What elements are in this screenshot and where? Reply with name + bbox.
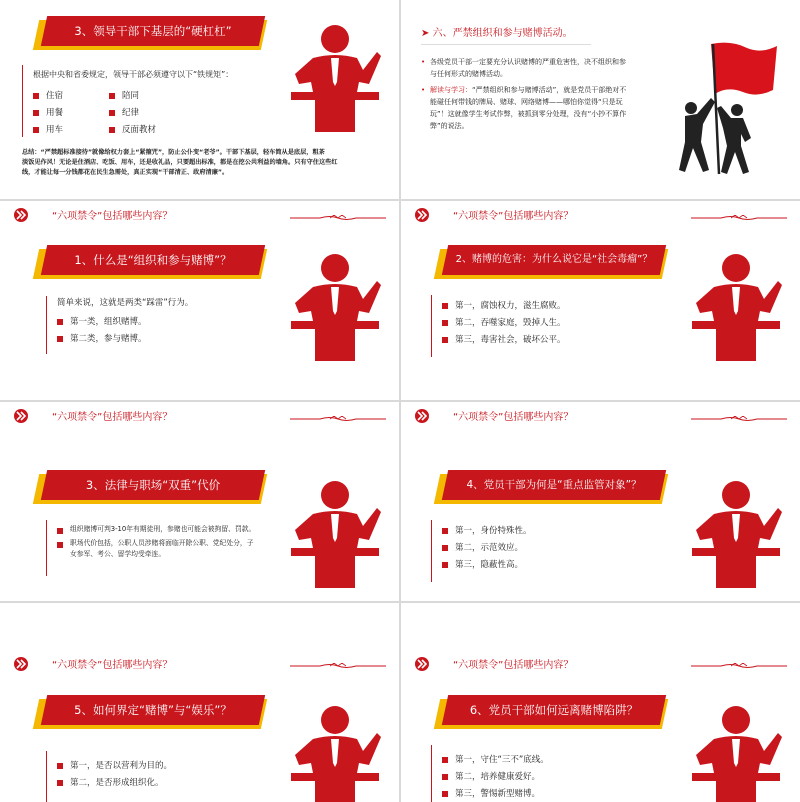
- section-heading: ➤ 六、严禁组织和参与赌博活动。: [421, 28, 573, 39]
- speaker-at-podium-icon: [686, 251, 786, 361]
- list-item: 第二，示范效应。: [442, 541, 662, 555]
- banner: [437, 470, 665, 502]
- double-chevron-icon: [415, 409, 437, 423]
- great-wall-ornament-icon: [290, 416, 386, 422]
- banner-title: 6、党员干部如何远离赌博陷阱？: [469, 703, 639, 717]
- list-item: 第一类，组织赌博。: [57, 315, 277, 329]
- list-item: 第二，吞噬家庭，毁掉人生。: [442, 316, 662, 330]
- banner: [36, 695, 264, 727]
- rule-item: 住宿: [33, 89, 63, 103]
- slide-3: [0, 201, 399, 400]
- content-box: [22, 65, 273, 137]
- double-chevron-icon: [14, 208, 36, 222]
- banner-title: 4、党员干部为何是“重点监管对象”？: [466, 479, 642, 491]
- intro-text: 简单来说，这就是两类“踩雷”行为。: [57, 298, 194, 308]
- list-item: 第一，是否以营利为目的。: [57, 759, 277, 773]
- great-wall-ornament-icon: [290, 215, 386, 221]
- slide-5: [0, 402, 399, 601]
- chevron-right-icon: ➤: [421, 28, 430, 39]
- list-item: 第二，培养健康爱好。: [442, 770, 662, 784]
- speaker-at-podium-icon: [285, 251, 385, 361]
- banner: [437, 245, 665, 277]
- banner: [36, 470, 264, 502]
- slide-header-title: “六项禁令”包括哪些内容？: [453, 412, 574, 423]
- list-item: 第三，隐蔽性高。: [442, 558, 662, 572]
- speaker-at-podium-icon: [686, 478, 786, 588]
- rule-item: 用餐: [33, 106, 63, 120]
- great-wall-ornament-icon: [691, 663, 787, 669]
- summary-text: 总结：“严禁超标准接待”就像给权力套上“紧箍咒”，防止公仆变“老爷”。干部下基层，轻车简从是底层，粗茶 淡饭见作风！无论是住酒店、吃饭、用车，还是收礼品，只要超出标准，都是在挖公共利益的墙角。只有守住这些红 线，才能让每一分钱都花在民生急需处，真正实现“干部清正、政府清廉”。: [22, 149, 338, 176]
- rule-item: 陪同: [109, 89, 156, 103]
- banner-title: 1、什么是“组织和参与赌博”？: [74, 253, 232, 267]
- list-item: 第一，腐蚀权力，滋生腐败。: [442, 299, 662, 313]
- slide-header-title: “六项禁令”包括哪些内容？: [52, 660, 173, 671]
- list-item: 第一，身份特殊性。: [442, 524, 662, 538]
- rule-item: 反面教材: [109, 123, 156, 137]
- intro-text: 根据中央和省委规定，领导干部必须遵守以下“铁规矩”：: [33, 70, 234, 79]
- banner-title: 5、如何界定“赌博”与“娱乐”？: [74, 703, 232, 717]
- list-item: 第一，守住“三不”底线。: [442, 753, 662, 767]
- great-wall-ornament-icon: [691, 416, 787, 422]
- rule-item: 用车: [33, 123, 63, 137]
- speaker-at-podium-icon: [686, 703, 786, 802]
- double-chevron-icon: [14, 657, 36, 671]
- list-item: 第二，是否形成组织化。: [57, 776, 277, 790]
- slide-header-title: “六项禁令”包括哪些内容？: [52, 412, 173, 423]
- banner: [437, 695, 665, 727]
- list-item: 职场代价包括，公职人员涉赌将面临开除公职、党纪处分，子 女参军、考公、留学均受牵连。: [57, 538, 287, 560]
- content-box: [431, 745, 662, 802]
- banner-title: 2、赌博的危害：为什么说它是“社会毒瘤”？: [455, 254, 653, 265]
- banner: [36, 245, 264, 277]
- list-item: 第三，毒害社会，破坏公平。: [442, 333, 662, 347]
- content-box: [431, 520, 662, 582]
- double-chevron-icon: [415, 208, 437, 222]
- slide-4: [401, 201, 800, 400]
- content-box: [46, 751, 277, 802]
- paragraph-2: • 解读与学习：“严禁组织和参与赌博活动”，就是党员干部绝对不 能碰任何带钱的牌局、赌球、网络赌博——哪怕你觉得“只是玩 玩”！这就像学生考试作弊，被抓到零分处理，没有“小抄不算作 弊”的说法。: [421, 86, 627, 130]
- great-wall-ornament-icon: [290, 663, 386, 669]
- content-box: [46, 520, 287, 576]
- content-box: [431, 295, 662, 357]
- speaker-at-podium-icon: [285, 478, 385, 588]
- rule-item: 纪律: [109, 106, 156, 120]
- paragraph-1: • 各级党员干部一定要充分认识赌博的严重危害性，决不组织和参 与任何形式的赌博活动。: [421, 58, 626, 78]
- banner-title: 3、领导干部下基层的“硬杠杠”: [74, 24, 232, 38]
- slide-8: [401, 603, 800, 802]
- speaker-at-podium-icon: [285, 703, 385, 802]
- banner: [36, 16, 264, 48]
- slide-1: [0, 0, 399, 199]
- rules-col-1: [33, 89, 63, 140]
- list-item: 组织赌博可判3-10年有期徒刑，参赌也可能会被拘留、罚款。: [57, 524, 287, 535]
- slide-header-title: “六项禁令”包括哪些内容？: [453, 660, 574, 671]
- slide-header-title: “六项禁令”包括哪些内容？: [52, 211, 173, 222]
- great-wall-ornament-icon: [691, 215, 787, 221]
- rules-col-2: [109, 89, 156, 140]
- divider: [421, 44, 591, 45]
- speaker-at-podium-icon: [285, 22, 385, 132]
- slide-6: [401, 402, 800, 601]
- slide-7: [0, 603, 399, 802]
- banner-title: 3、法律与职场“双重”代价: [85, 478, 221, 492]
- slide-2: [401, 0, 800, 199]
- double-chevron-icon: [14, 409, 36, 423]
- flag-bearers-icon: [661, 38, 781, 178]
- content-box: [46, 296, 277, 354]
- list-item: 第二类，参与赌博。: [57, 332, 277, 346]
- list-item: 第三，警惕新型赌博。: [442, 787, 662, 801]
- double-chevron-icon: [415, 657, 437, 671]
- slide-header-title: “六项禁令”包括哪些内容？: [453, 211, 574, 222]
